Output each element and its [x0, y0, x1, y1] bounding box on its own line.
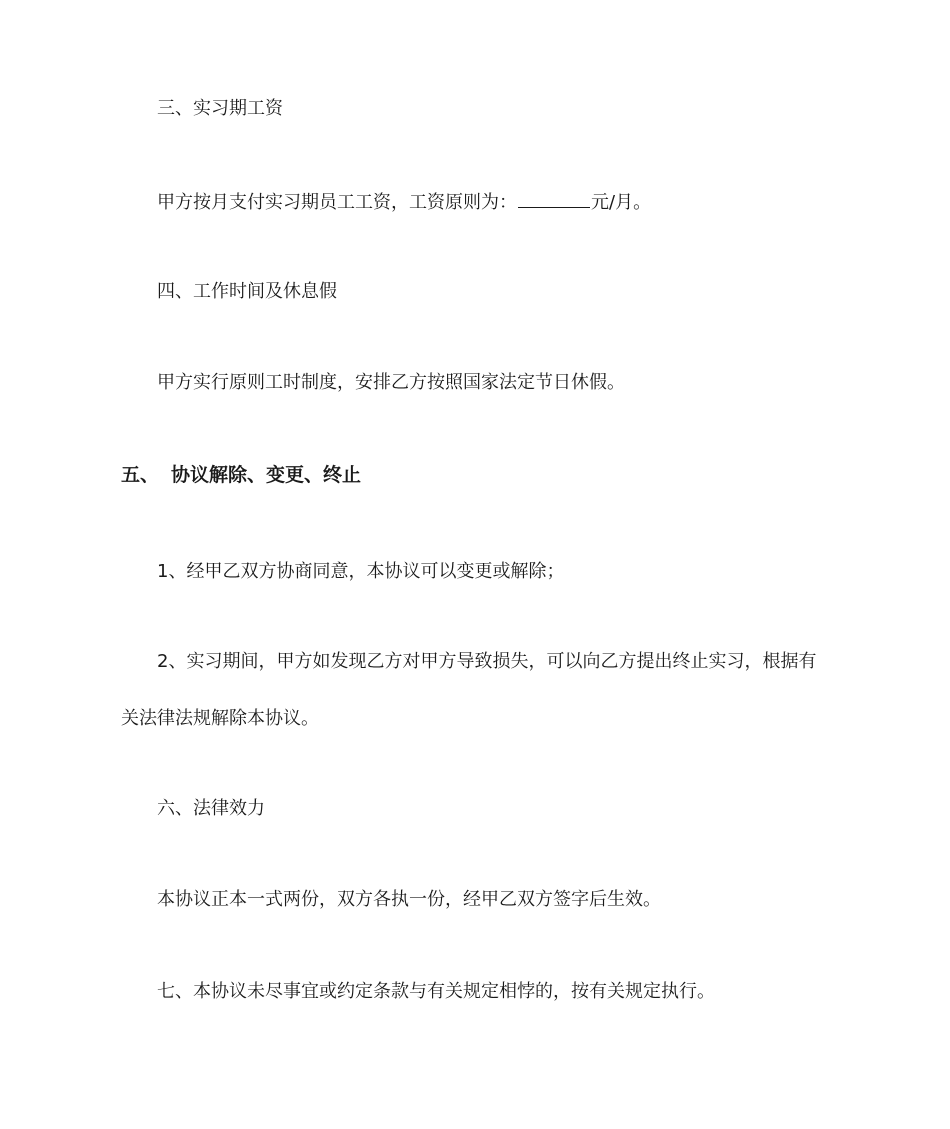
section-5-item-1: 1、经甲乙双方协商同意，本协议可以变更或解除；: [157, 561, 565, 582]
section-4-body: 甲方实行原则工时制度，安排乙方按照国家法定节日休假。: [157, 372, 625, 393]
section-4-title: 四、工作时间及休息假: [157, 281, 337, 302]
salary-blank: [518, 189, 590, 208]
section-5-item-2-line-2: 关法律法规解除本协议。: [121, 708, 319, 729]
section-5-item-2-line-1: 2、实习期间，甲方如发现乙方对甲方导致损失，可以向乙方提出终止实习，根据有: [157, 651, 817, 672]
section-6-body: 本协议正本一式两份，双方各执一份，经甲乙双方签字后生效。: [157, 889, 661, 910]
section-3-title: 三、实习期工资: [157, 98, 283, 119]
section-3-body-prefix: 甲方按月支付实习期员工工资，工资原则为：: [157, 192, 517, 213]
section-5-number: 五、: [121, 464, 160, 486]
section-5-title: 协议解除、变更、终止: [171, 464, 362, 486]
section-6-title: 六、法律效力: [157, 798, 265, 819]
section-5-heading: [121, 463, 361, 487]
section-7-body: 七、本协议未尽事宜或约定条款与有关规定相悖的，按有关规定执行。: [157, 981, 715, 1002]
section-3-body-suffix: 元/月。: [591, 192, 652, 213]
section-3-body: [157, 189, 651, 215]
